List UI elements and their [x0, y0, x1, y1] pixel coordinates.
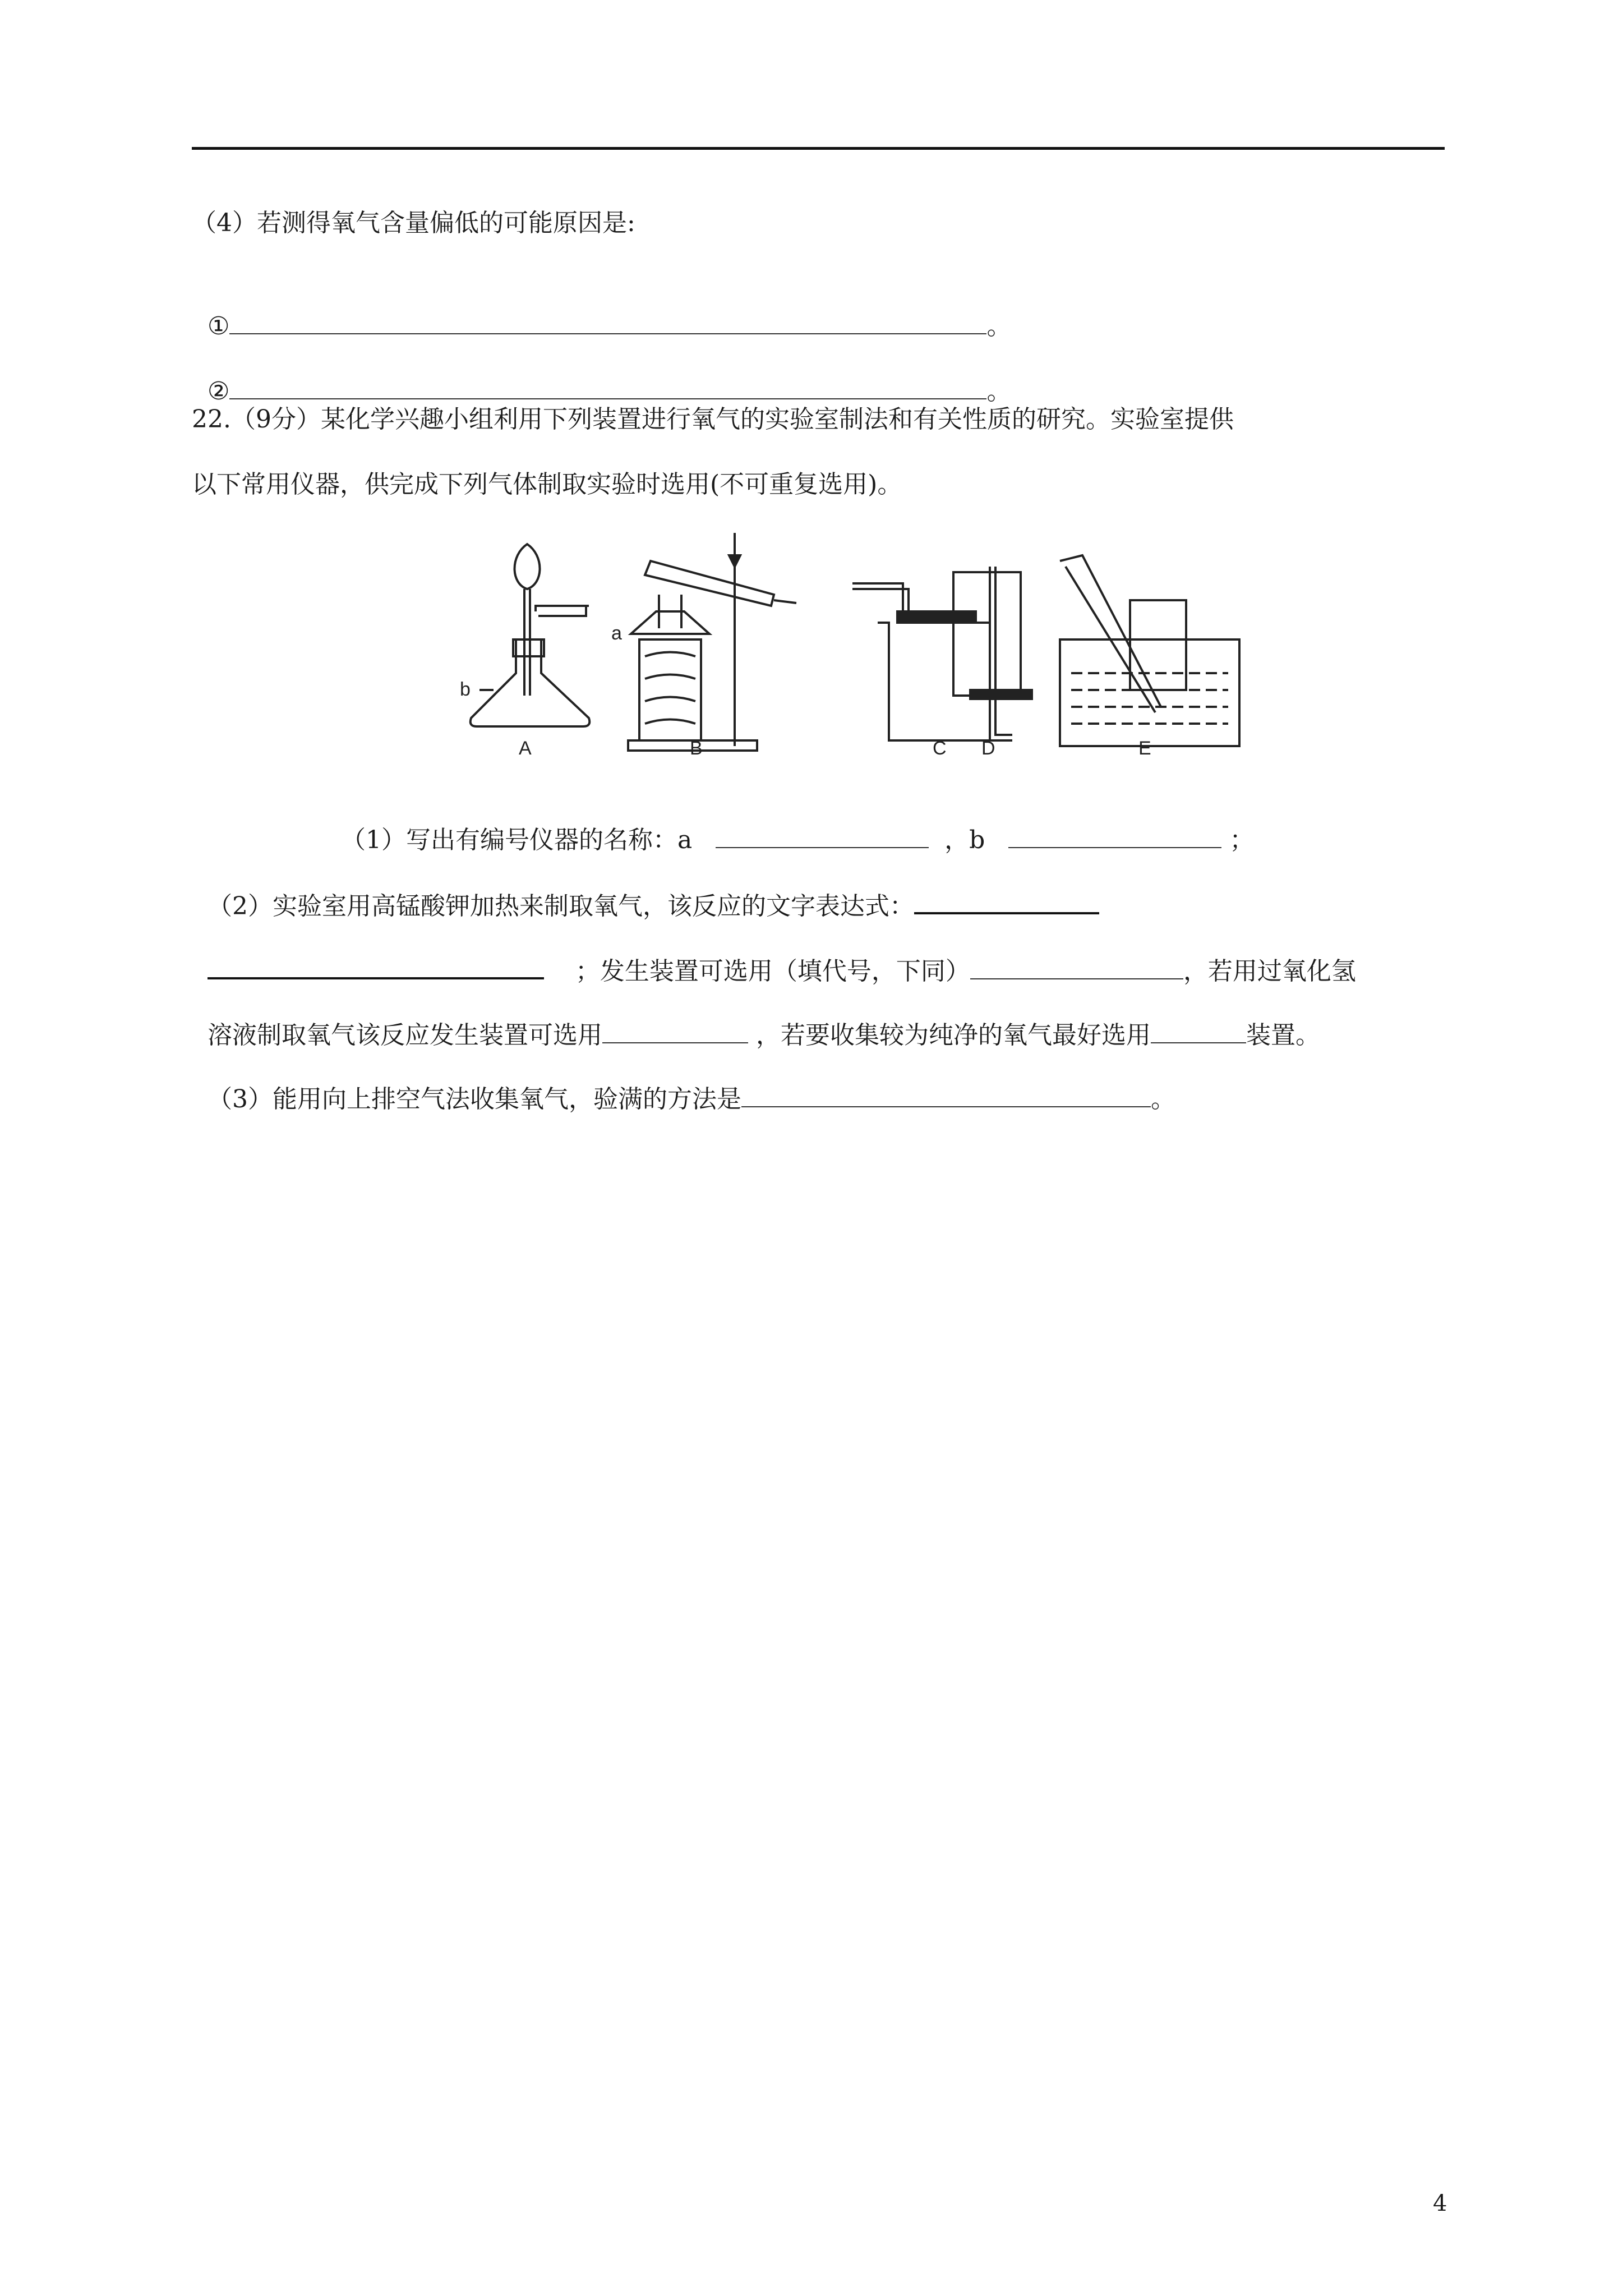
page-number: 4 — [1433, 2191, 1447, 2216]
label-d: D — [981, 738, 995, 759]
part2-line3-end: 装置。 — [1246, 1021, 1320, 1050]
apparatus-b-heating — [628, 533, 796, 751]
answer-blank-a[interactable] — [716, 821, 929, 848]
part2-line3-start: 溶液制取氧气该反应发生装置可选用 — [207, 1021, 602, 1050]
part1-end: ； — [1229, 826, 1255, 854]
part3-end: 。 — [1150, 1085, 1175, 1114]
answer-blank-equation-1[interactable] — [914, 886, 1099, 914]
answer-blank-h2o2-generator[interactable] — [602, 1016, 748, 1043]
part2-line2-end: ，若用过氧化氢 — [1183, 957, 1356, 986]
q22-stem-line1: 22.（9分）某化学兴趣小组利用下列装置进行氧气的实验室制法和有关性质的研究。实验室提供 — [192, 405, 1234, 434]
apparatus-c-jar — [852, 583, 990, 740]
part1-mid: ，b — [944, 826, 985, 854]
answer-blank-generator[interactable] — [970, 953, 1183, 979]
answer-blank-2[interactable] — [229, 372, 986, 399]
apparatus-figure — [460, 527, 1245, 763]
apparatus-d-inverted — [953, 567, 1032, 740]
q22-part3 — [192, 1047, 1175, 1116]
label-c: C — [933, 738, 947, 759]
circled-1: ① — [207, 312, 230, 341]
label-b: B — [690, 738, 703, 759]
label-a: A — [519, 738, 532, 759]
marker-b: b — [460, 679, 471, 700]
answer-blank-equation-2[interactable] — [208, 951, 544, 979]
marker-a: a — [611, 623, 622, 644]
answer-blank-collector[interactable] — [1151, 1016, 1246, 1043]
q22-part2-line1 — [192, 853, 1099, 923]
part2-line3-mid: ，若要收集较为纯净的氧气最好选用 — [755, 1021, 1151, 1050]
q21-blank-row-2 — [192, 339, 1011, 408]
apparatus-e-trough — [1060, 555, 1239, 746]
part2-line2-mid: ；发生装置可选用（填代号，下同） — [575, 957, 970, 986]
circled-2: ② — [207, 377, 230, 406]
q21-blank-row-1 — [192, 274, 1011, 343]
answer-blank-1[interactable] — [229, 307, 986, 334]
part2-line1-text: （2）实验室用高锰酸钾加热来制取氧气，该反应的文字表达式： — [207, 892, 914, 921]
answer-blank-full-check[interactable] — [741, 1080, 1151, 1107]
period: 。 — [986, 377, 1012, 406]
apparatus-a-flask — [471, 544, 590, 726]
header-rule — [192, 147, 1445, 150]
part3-text: （3）能用向上排空气法收集氧气，验满的方法是 — [207, 1085, 741, 1114]
answer-blank-b[interactable] — [1008, 821, 1221, 848]
q21-part4-prompt: （4）若测得氧气含量偏低的可能原因是: — [192, 209, 635, 237]
label-e: E — [1138, 738, 1151, 759]
q22-stem-line2: 以下常用仪器，供完成下列气体制取实验时选用(不可重复选用)。 — [192, 470, 902, 499]
q22-part1 — [325, 788, 1254, 857]
part1-prefix: （1）写出有编号仪器的名称：a — [340, 826, 693, 854]
q22-part2-line2 — [192, 918, 1356, 988]
period: 。 — [986, 312, 1012, 341]
q22-part2-line3 — [192, 983, 1320, 1052]
